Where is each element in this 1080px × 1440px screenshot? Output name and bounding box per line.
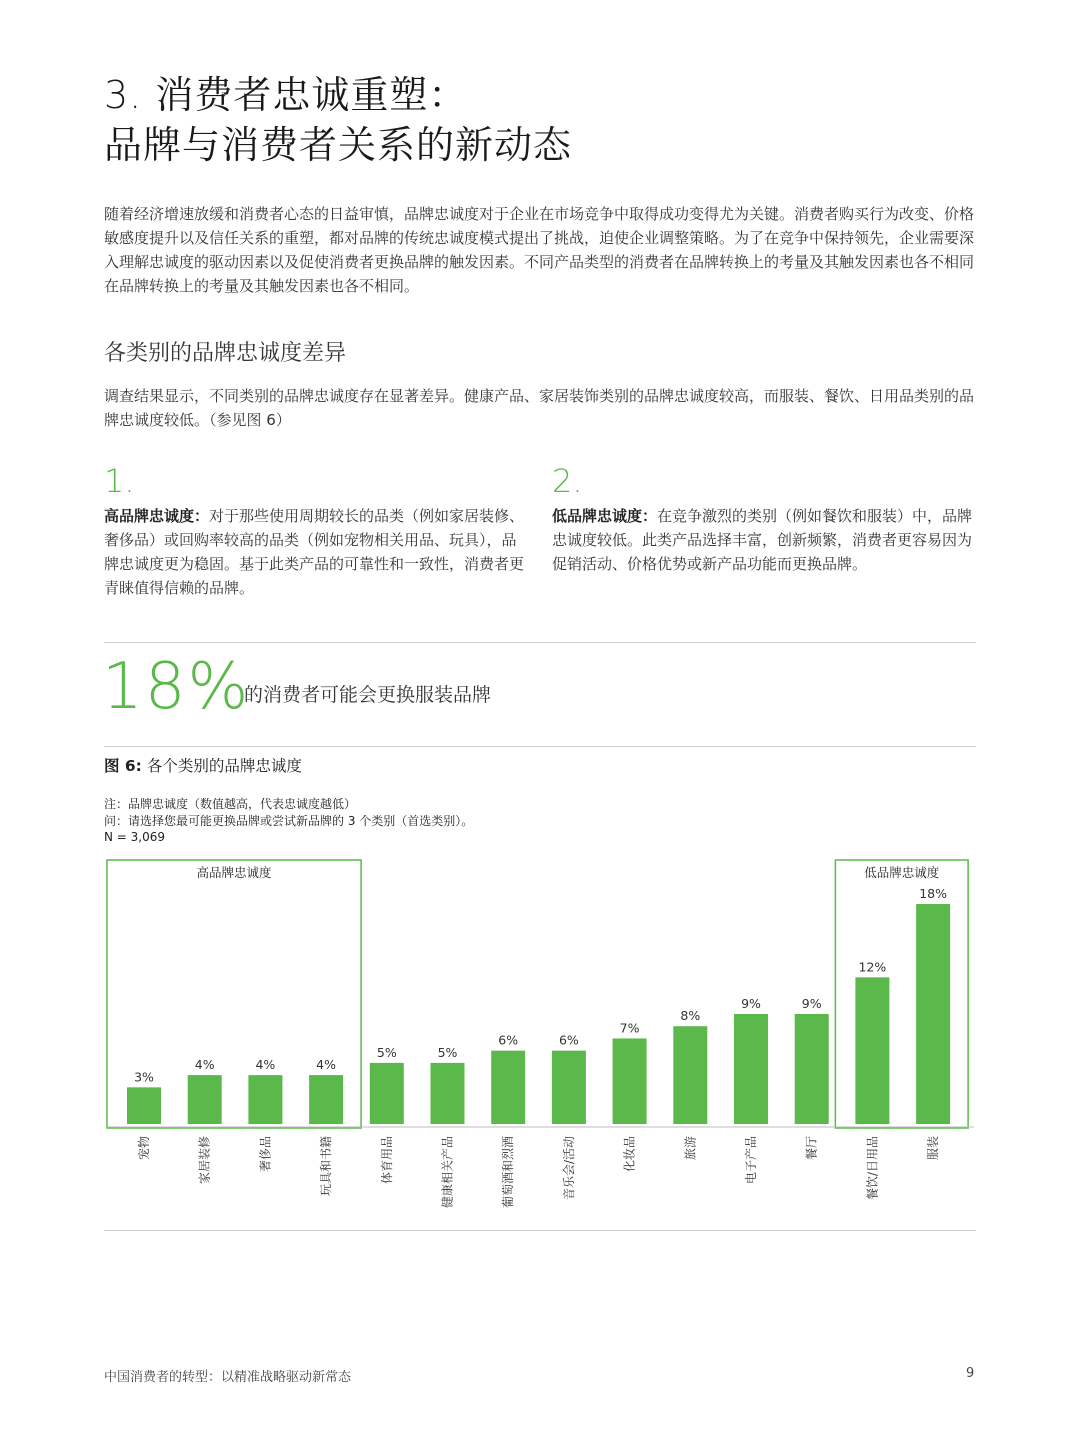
bar-value-label-10: 8% bbox=[680, 1008, 701, 1024]
figure-label: 图 6: bbox=[104, 757, 142, 775]
category-label-12: 餐厅 bbox=[804, 1136, 819, 1161]
bar-value-label-14: 18% bbox=[919, 886, 947, 901]
category-label-3: 奢侈品 bbox=[258, 1136, 273, 1173]
point-2-text: 在竞争激烈的类别（例如餐饮和服装）中，品牌忠诚度较低。此类产品选择丰富，创新频繁，消费者更容易因为促销活动、价格优势或新产品功能而更换品牌。 bbox=[552, 507, 973, 573]
group-label-1: 高品牌忠诚度 bbox=[196, 865, 272, 880]
highlight-percent: 18% bbox=[102, 650, 251, 724]
bar-6 bbox=[431, 1063, 465, 1124]
category-label-5: 体育用品 bbox=[379, 1136, 394, 1185]
bar-3 bbox=[248, 1075, 282, 1124]
bar-value-label-3: 4% bbox=[255, 1057, 276, 1073]
figure-note-2: 问：请选择您最可能更换品牌或尝试新品牌的 3 个类别（首选类别）。 bbox=[104, 813, 474, 828]
bar-8 bbox=[552, 1051, 586, 1124]
footer-title: 中国消费者的转型：以精准战略驱动新常态 bbox=[104, 1370, 352, 1385]
bar-value-label-5: 5% bbox=[376, 1044, 397, 1060]
bar-13 bbox=[855, 977, 889, 1124]
bar-value-label-11: 9% bbox=[741, 996, 761, 1011]
bar-value-label-4: 4% bbox=[316, 1057, 337, 1073]
bar-14 bbox=[916, 904, 950, 1124]
divider-bottom bbox=[104, 1230, 976, 1231]
bar-5 bbox=[370, 1063, 404, 1124]
group-label-2: 低品牌忠诚度 bbox=[864, 865, 940, 880]
category-label-14: 服装 bbox=[926, 1136, 941, 1161]
bar-1 bbox=[127, 1087, 161, 1124]
section-text: 调查结果显示，不同类别的品牌忠诚度存在显著差异。健康产品、家居装饰类别的品牌忠诚度较高，而服装、餐饮、日用品类别的品牌忠诚度较低。（参见图 6） bbox=[104, 387, 975, 429]
bar-value-label-2: 4% bbox=[194, 1057, 215, 1073]
category-label-4: 玩具和书籍 bbox=[319, 1136, 334, 1197]
bar-value-label-6: 5% bbox=[437, 1044, 458, 1060]
section-heading: 各类别的品牌忠诚度差异 bbox=[104, 341, 347, 366]
category-label-11: 电子产品 bbox=[744, 1136, 758, 1185]
point-1-number: 1. bbox=[104, 462, 135, 500]
category-label-13: 餐饮/日用品 bbox=[865, 1136, 880, 1201]
category-label-6: 健康相关产品 bbox=[440, 1136, 455, 1209]
figure-title-text: 各个类别的品牌忠诚度 bbox=[146, 757, 302, 775]
bar-value-label-12: 9% bbox=[801, 996, 822, 1011]
point-1-text: 对于那些使用周期较长的品类（例如家居装修、奢侈品）或回购率较高的品类（例如宠物相关用品、玩具），品牌忠诚度更为稳固。基于此类产品的可靠性和一致性，消费者更青睐值得信赖的品牌。 bbox=[104, 507, 525, 597]
category-label-8: 音乐会/活动 bbox=[561, 1136, 576, 1201]
figure-note-3: N = 3,069 bbox=[104, 830, 166, 844]
bar-9 bbox=[613, 1038, 647, 1124]
category-label-2: 家居装修 bbox=[197, 1136, 212, 1185]
intro-paragraph: 随着经济增速放缓和消费者心态的日益审慎，品牌忠诚度对于企业在市场竞争中取得成功变得尤为关键。消费者购买行为改变、价格敏感度提升以及信任关系的重塑，都对品牌的传统忠诚度模式提出了挑战，迫使企业调整策略。为了在竞争中保持领先，企业需要深入理解忠诚度的驱动因素以及促使消费者更换品牌的触发因素。不同产品类型的消费者在品牌转换上的考量及其触发因素也各不相同在品牌转换上的考量及其触发因素也各不相同。 bbox=[104, 205, 975, 295]
bar-12 bbox=[795, 1014, 829, 1124]
bar-11 bbox=[734, 1014, 768, 1124]
category-label-10: 旅游 bbox=[683, 1136, 698, 1161]
point-1-label: 高品牌忠诚度： bbox=[104, 507, 210, 525]
point-2-number: 2. bbox=[552, 462, 583, 500]
bar-2 bbox=[188, 1075, 222, 1124]
highlight-text: 的消费者可能会更换服装品牌 bbox=[244, 684, 492, 706]
category-label-7: 葡萄酒和烈酒 bbox=[501, 1136, 516, 1209]
point-2-label: 低品牌忠诚度： bbox=[552, 507, 658, 525]
bar-value-label-7: 6% bbox=[498, 1032, 519, 1048]
category-label-9: 化妆品 bbox=[622, 1136, 637, 1173]
bar-4 bbox=[309, 1075, 343, 1124]
bar-10 bbox=[673, 1026, 707, 1124]
title-line-1: 3. 消费者忠诚重塑： bbox=[104, 73, 468, 117]
bar-7 bbox=[491, 1051, 525, 1124]
category-label-1: 宠物 bbox=[137, 1136, 151, 1161]
bar-value-label-8: 6% bbox=[558, 1032, 579, 1048]
title-line-2: 品牌与消费者关系的新动态 bbox=[104, 123, 573, 167]
bar-value-label-13: 12% bbox=[858, 959, 887, 975]
figure-note-1: 注：品牌忠诚度（数值越高，代表忠诚度越低） bbox=[104, 797, 357, 811]
bar-value-label-1: 3% bbox=[134, 1069, 154, 1085]
page-number: 9 bbox=[966, 1366, 975, 1381]
bar-value-label-9: 7% bbox=[619, 1020, 640, 1036]
